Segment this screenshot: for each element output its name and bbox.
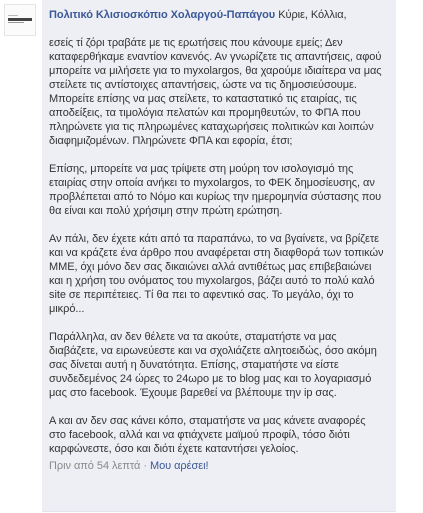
like-button[interactable]: Μου αρέσει! [149, 460, 209, 472]
page-logo-icon [5, 5, 35, 35]
comment-paragraph: Α και αν δεν σας κάνει κόπο, σταματήστε να μας κάνετε αναφορές στο facebook, αλλά και να φτιάχνετε μαϊμού προφίλ, τόσο διότι καρφώνεστε, όσο και διότι έχετε καταντήσει γελοίος. [49, 415, 366, 455]
comment-paragraph: Αν πάλι, δεν έχετε κάτι από τα παραπάνω, το να βγαίνετε, να βρίζετε και να κράζετε ένα άρθρο που αναφέρεται στη διαφθορά των τοπικών ΜΜΕ, όχι μόνο δεν σας δικαιώνει αλλά αντιθέτως μας επιβεβαιώνει και η χρήση του ονόματος του myxolargos, βάζει αυτό το πολύ καλό site σε περιπέτειες. Τί θα πει το αφεντικό σας. Το μεγάλο, όχι το μικρό... [49, 233, 384, 315]
timestamp[interactable]: Πριν από 54 λεπτά [49, 460, 141, 472]
comment-paragraph: Επίσης, μπορείτε να μας τρίψετε στη μούρη τον ισολογισμό της εταιρίας στην οποία ανήκει το myxolargos, το ΦΕΚ δημοσίευσης, αν προβλέπεται από το Νόμο και κυρίως την ημερομηνία σύστασης που θα είναι και πολύ χρήσιμη στην πρώτη ερώτηση. [49, 163, 382, 217]
greeting-text: Κύριε, Κόλλια, [278, 9, 347, 21]
author-link[interactable]: Πολιτικό Κλισιοσκόπιο Χολαργού-Παπάγου [49, 9, 276, 21]
comment-meta [49, 459, 384, 473]
meta-separator: · [143, 460, 147, 472]
comment-paragraph: εσείς τί ζόρι τραβάτε με τις ερωτήσεις που κάνουμε εμείς; Δεν καταφερθήκαμε εναντίον κανενός. Αν γνωρίζετε τις απαντήσεις, αφού μπορείτε να μιλήσετε για το myxolargos, θα χαρούμε ιδιαίτερα να μας στείλετε τις αντίστοιχες απαντήσεις, ώστε να τις δημοσιεύσουμε. Μπορείτε επίσης να μας στείλετε, το καταστατικό τις εταιρίας, τις αποδείξεις, τα τιμολόγια πελατών και προμηθευτών, το ΦΠΑ που πληρώνετε για τις πληρωμένες καταχωρήσεις πολιτικών και λοιπών διαφημιζομένων. Πληρώνετε ΦΠΑ και εφορία, έτσι; [49, 37, 382, 147]
comment-body [42, 0, 396, 512]
comment-paragraph: Παράλληλα, αν δεν θέλετε να τα ακούτε, σταματήστε να μας διαβάζετε, να ειρωνεύεστε και να σχολιάζετε αλητοειδώς, όσο ακόμη σας δίνεται αυτή η δυνατότητα. Επίσης, σταματήστε να είστε συνδεδεμένος 24 ώρες το 24ωρο με το blog μας και το λογαριασμό μας στο facebook. Έχουμε βαρεθεί να βλέπουμε την ip σας. [49, 331, 377, 399]
comment-header [49, 8, 384, 22]
avatar[interactable] [4, 4, 36, 36]
